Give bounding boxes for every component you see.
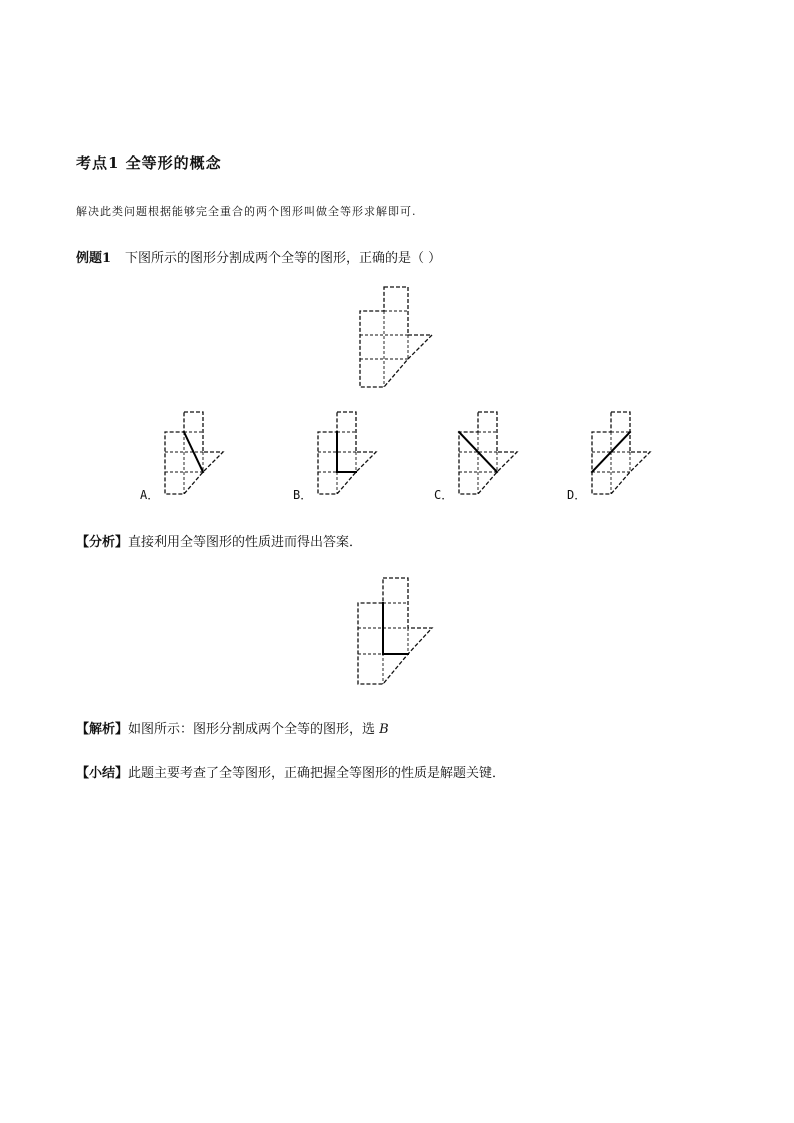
section-title: 考点1 全等形的概念: [76, 154, 222, 172]
solution: [76, 718, 389, 737]
summary-text: 此题主要考查了全等图形，正确把握全等图形的性质是解题关键．: [128, 766, 506, 781]
main-figure: [360, 287, 432, 387]
answer-figure: [358, 578, 432, 684]
option-d-label: D．: [567, 488, 587, 502]
solution-text: 如图所示：图形分割成两个全等的图形，选: [128, 722, 380, 737]
option-c-label: C．: [434, 488, 454, 502]
method-hint: 解决此类问题根据能够完全重合的两个图形叫做全等形求解即可.: [76, 205, 417, 218]
option-a-label: A．: [140, 488, 160, 502]
analysis-text: 直接利用全等图形的性质进而得出答案．: [128, 535, 363, 550]
option-a-figure: [165, 412, 223, 494]
question-text: 下图所示的图形分割成两个全等的图形，正确的是（ ）: [125, 251, 442, 266]
option-b-figure: [318, 412, 376, 494]
answer-cut: [383, 603, 408, 654]
summary: [76, 762, 505, 781]
analysis: [76, 531, 362, 550]
option-c-figure: [459, 412, 517, 494]
summary-label: 【小结】: [76, 766, 129, 781]
option-b-label: B．: [293, 488, 313, 502]
question-label: 例题1: [76, 251, 112, 266]
solution-answer: B: [379, 722, 389, 737]
option-d-figure: [592, 412, 650, 494]
solution-label: 【解析】: [76, 722, 129, 737]
analysis-label: 【分析】: [76, 535, 129, 550]
question: [76, 247, 441, 266]
